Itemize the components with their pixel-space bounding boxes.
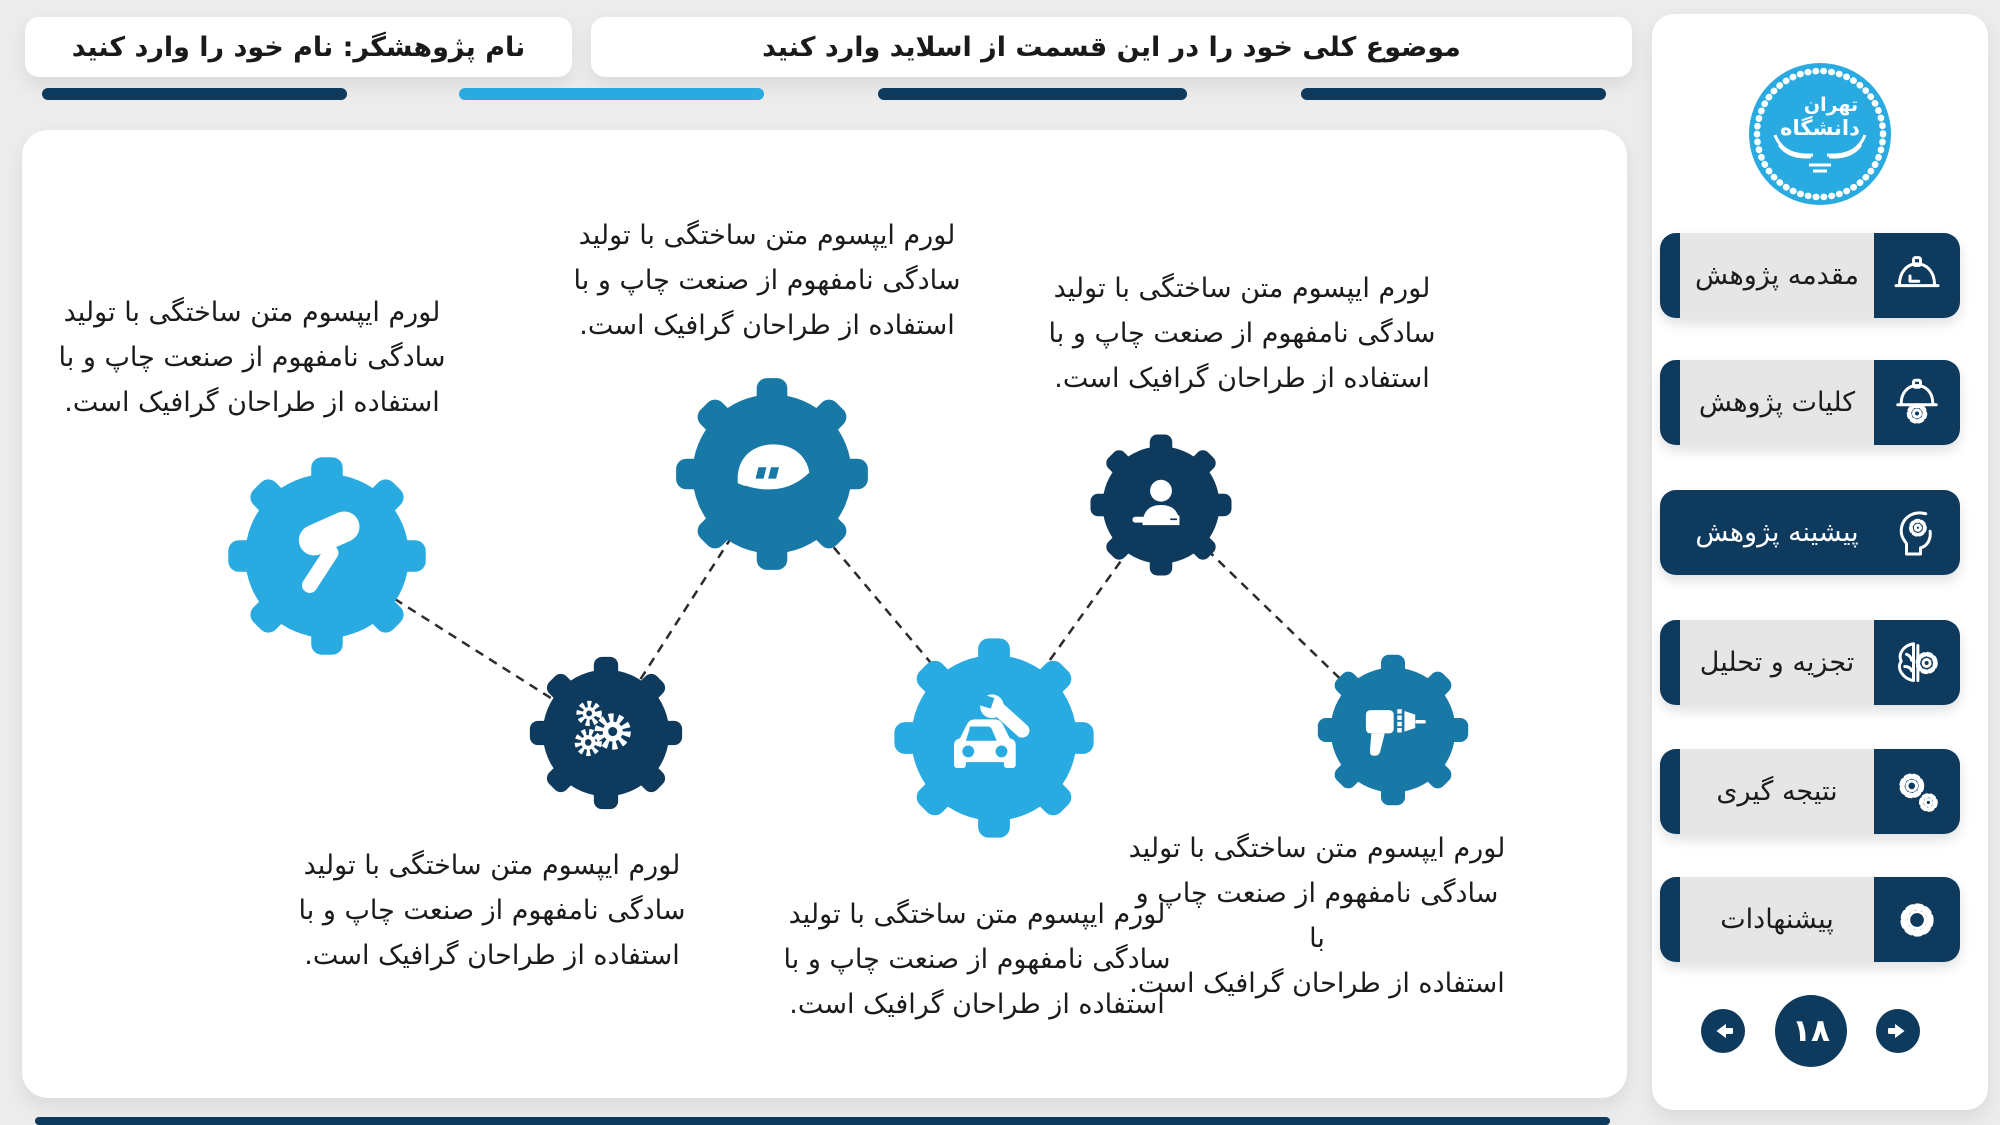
- logo-word-top: تهران: [1803, 94, 1859, 116]
- sidebar-item-suggestions[interactable]: [1660, 877, 1960, 962]
- sidebar-item-research-background[interactable]: [1660, 490, 1960, 575]
- progress-bar-4: [1301, 88, 1606, 100]
- sidebar-item-label: کلیات پژوهش: [1698, 387, 1856, 418]
- double-gear-icon: [1874, 749, 1960, 834]
- drill-icon: [1348, 685, 1438, 775]
- single-gear-icon: [1874, 877, 1960, 962]
- cogs-icon: [561, 688, 652, 779]
- step2-text: لورم ایپسوم متن ساختگی با تولید سادگی نامفهوم از صنعت چاپ و با استفاده از طراحان گرافیک است.: [298, 850, 686, 971]
- nav-right-arrow-button[interactable]: [1876, 1009, 1920, 1053]
- researcher-name-bar[interactable]: نام پژوهشگر: نام خود را وارد کنید: [25, 17, 572, 77]
- sidebar-panel: [1652, 14, 1988, 1110]
- gear-step5: [1086, 430, 1236, 580]
- gear-step2: [525, 652, 687, 814]
- university-of-tehran-logo: [1745, 59, 1895, 209]
- sidebar-item-label: پیشنهادات: [1720, 904, 1834, 935]
- sidebar-item-analysis[interactable]: [1660, 620, 1960, 705]
- sidebar-item-label: پیشینه پژوهش: [1695, 517, 1859, 548]
- helmet-gear-icon: [1874, 360, 1960, 445]
- progress-bar-1: [42, 88, 347, 100]
- safety-helmet-icon: [715, 417, 829, 531]
- sidebar-item-conclusion[interactable]: [1660, 749, 1960, 834]
- page-number-badge: [1775, 995, 1847, 1067]
- topic-title-bar[interactable]: موضوع کلی خود را در این قسمت از اسلاید وارد کنید: [591, 17, 1632, 77]
- step6-text: لورم ایپسوم متن ساختگی با تولید سادگی نامفهوم از صنعت چاپ و با استفاده از طراحان گرافیک است.: [1128, 833, 1506, 999]
- brain-gear-icon: [1874, 620, 1960, 705]
- sidebar-item-research-intro[interactable]: [1660, 233, 1960, 318]
- step5-text: لورم ایپسوم متن ساختگی با تولید سادگی نامفهوم از صنعت چاپ و با استفاده از طراحان گرافیک است.: [1048, 273, 1436, 394]
- nav-left-arrow-button[interactable]: [1701, 1009, 1745, 1053]
- sidebar-item-label: مقدمه پژوهش: [1695, 260, 1859, 291]
- sidebar-item-label: تجزیه و تحلیل: [1699, 647, 1855, 678]
- gear-step6: [1313, 650, 1473, 810]
- page-number: ۱۸: [1792, 1013, 1830, 1049]
- step4-text: لورم ایپسوم متن ساختگی با تولید سادگی نامفهوم از صنعت چاپ و با استفاده از طراحان گرافیک است.: [783, 899, 1171, 1020]
- bottom-accent-bar: [35, 1117, 1610, 1125]
- slide-content-panel: [22, 130, 1627, 1098]
- car-service-icon: [935, 679, 1054, 798]
- hard-hat-icon: [1874, 233, 1960, 318]
- sidebar-item-research-overview[interactable]: [1660, 360, 1960, 445]
- worker-icon: [1119, 463, 1203, 547]
- progress-bar-3: [878, 88, 1187, 100]
- logo-word-bottom: دانشگاه: [1780, 116, 1860, 140]
- right-arrow-icon: [1885, 1018, 1911, 1044]
- gear-step4: [888, 632, 1100, 844]
- gear-step3: [670, 372, 874, 576]
- gear-step1: [222, 451, 432, 661]
- head-gear-icon: [1874, 490, 1960, 575]
- step3-text: لورم ایپسوم متن ساختگی با تولید سادگی نامفهوم از صنعت چاپ و با استفاده از طراحان گرافیک است.: [573, 220, 961, 341]
- step1-text: لورم ایپسوم متن ساختگی با تولید سادگی نامفهوم از صنعت چاپ و با استفاده از طراحان گرافیک است.: [58, 297, 446, 418]
- left-arrow-icon: [1710, 1018, 1736, 1044]
- sidebar-item-label: نتیجه گیری: [1716, 776, 1838, 807]
- hammer-icon: [268, 497, 386, 615]
- progress-bar-2: [459, 88, 764, 100]
